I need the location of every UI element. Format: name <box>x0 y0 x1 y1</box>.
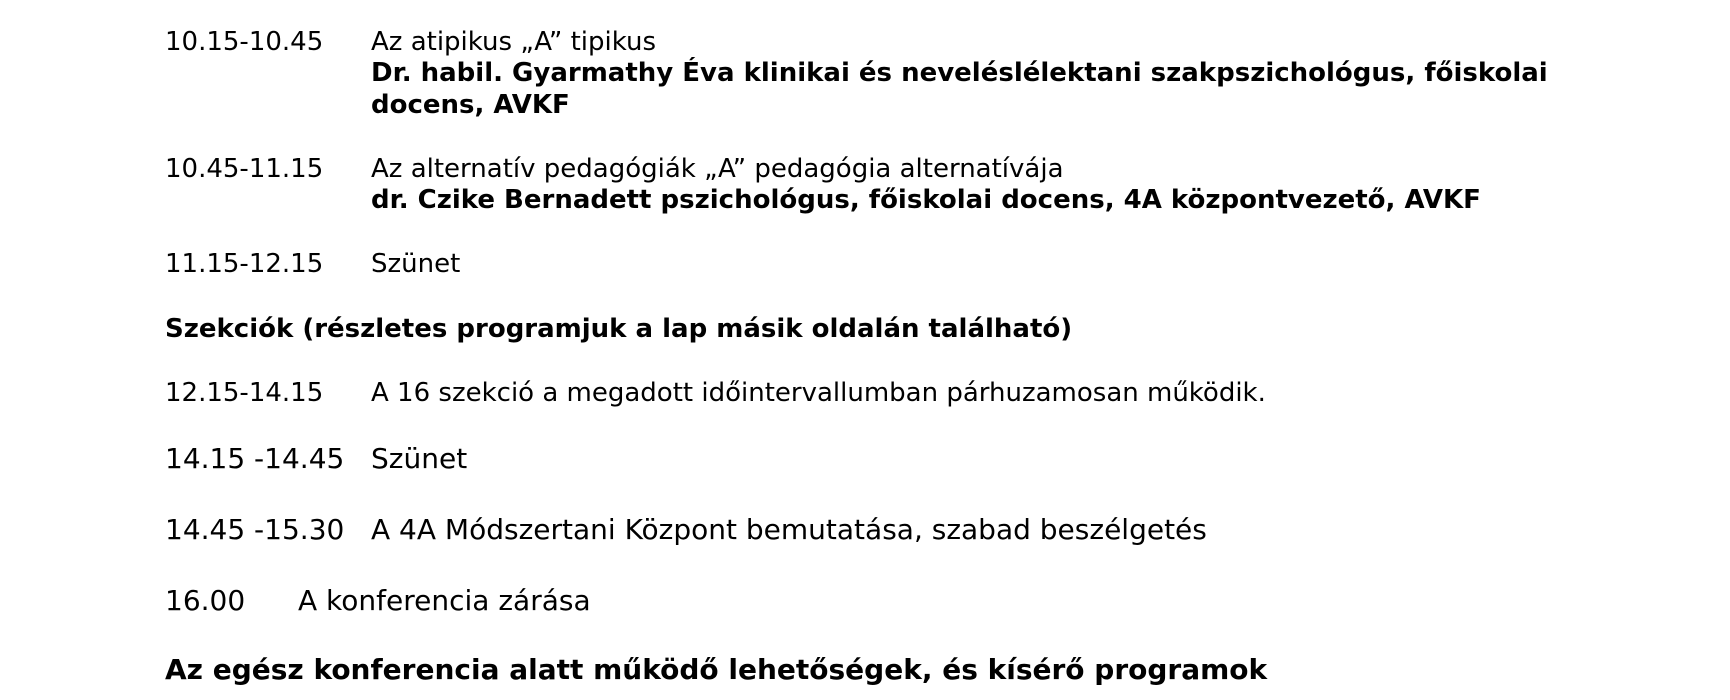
sections-heading: Szekciók (részletes programjuk a lap másik oldalán található) <box>165 314 1073 344</box>
agenda-title-4: A 16 szekció a megadott időintervallumban párhuzamosan működik. <box>371 378 1266 408</box>
agenda-title-2: Az alternatív pedagógiák „A” pedagógia alternatívája <box>371 154 1064 184</box>
agenda-title-6: A 4A Módszertani Központ bemutatása, szabad beszélgetés <box>371 513 1207 546</box>
agenda-speaker-2: dr. Czike Bernadett pszichológus, főiskolai docens, 4A központvezető, AVKF <box>371 185 1481 215</box>
agenda-title-5: Szünet <box>371 442 468 475</box>
agenda-time-7: 16.00 <box>165 584 246 617</box>
agenda-time-1: 10.15-10.45 <box>165 27 324 57</box>
bottom-heading: Az egész konferencia alatt működő lehetőségek, és kísérő programok <box>165 653 1268 686</box>
agenda-speaker-1a: Dr. habil. Gyarmathy Éva klinikai és neveléslélektani szakpszichológus, főiskolai <box>371 58 1548 88</box>
agenda-speaker-1b: docens, AVKF <box>371 90 570 120</box>
agenda-time-3: 11.15-12.15 <box>165 249 324 279</box>
agenda-time-4: 12.15-14.15 <box>165 378 324 408</box>
agenda-title-1: Az atipikus „A” tipikus <box>371 27 657 57</box>
agenda-time-5: 14.15 -14.45 <box>165 442 345 475</box>
agenda-title-3: Szünet <box>371 249 461 279</box>
agenda-title-7: A konferencia zárása <box>298 584 591 617</box>
agenda-time-2: 10.45-11.15 <box>165 154 324 184</box>
agenda-time-6: 14.45 -15.30 <box>165 513 345 546</box>
